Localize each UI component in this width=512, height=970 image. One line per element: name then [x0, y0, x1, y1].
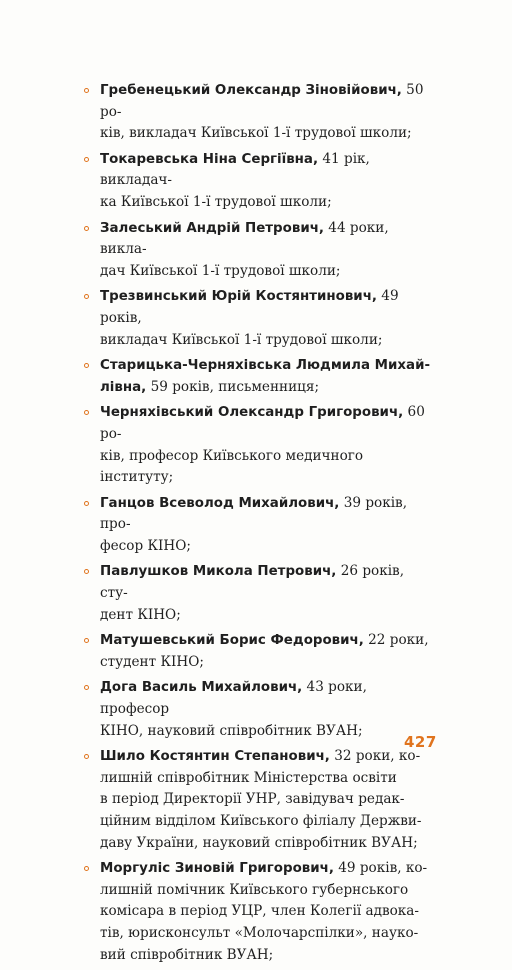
bullet-icon: [84, 363, 89, 368]
bullet-icon: [84, 638, 89, 643]
list-item: Шило Костянтин Степанович, 32 роки, ко- лишній співробітник Міністерства освіти в період Директорії УНР, завідувач редак- ційним відділом Київського філіалу Держви- даву України, науковий співробітник ВУАН;: [100, 746, 430, 854]
list-item: Токаревська Ніна Сергіївна, 41 рік, викладач- ка Київської 1-ї трудової школи;: [100, 149, 430, 214]
bullet-icon: [84, 294, 89, 299]
list-item: Старицька-Черняхівська Людмила Михай- лівна, 59 років, письменниця;: [100, 355, 430, 398]
bullet-icon: [84, 226, 89, 231]
list-item: Гребенецький Олександр Зіновійович, 50 ро- ків, викладач Київської 1-ї трудової школи;: [100, 80, 430, 145]
list-item: Павлушков Микола Петрович, 26 років, сту- дент КІНО;: [100, 561, 430, 626]
bullet-icon: [84, 866, 89, 871]
list-item: Матушевський Борис Федорович, 22 роки, студент КІНО;: [100, 630, 430, 673]
list-item: Дога Василь Михайлович, 43 роки, професор КІНО, науковий співробітник ВУАН;: [100, 677, 430, 742]
bullet-icon: [84, 685, 89, 690]
list-item: Черняхівський Олександр Григорович, 60 ро- ків, професор Київського медичного інституту;: [100, 402, 430, 488]
list-item: Залеський Андрій Петрович, 44 роки, викла- дач Київської 1-ї трудової школи;: [100, 218, 430, 283]
list-item: Ганцов Всеволод Михайлович, 39 років, про- фесор КІНО;: [100, 493, 430, 558]
page-number: 427: [404, 733, 437, 751]
bullet-icon: [84, 410, 89, 415]
list-item: Моргуліс Зиновій Григорович, 49 років, ко- лишній помічник Київського губернського комісара в період УЦР, член Колегії адвока- тів, юрисконсульт «Молочарспілки», науко- вий співробітник ВУАН;: [100, 858, 430, 966]
list-item: Трезвинський Юрій Костянтинович, 49 років, викладач Київської 1-ї трудової школи;: [100, 286, 430, 351]
person-list: [100, 80, 430, 970]
bullet-icon: [84, 569, 89, 574]
bullet-icon: [84, 501, 89, 506]
bullet-icon: [84, 157, 89, 162]
bullet-icon: [84, 88, 89, 93]
bullet-icon: [84, 754, 89, 759]
